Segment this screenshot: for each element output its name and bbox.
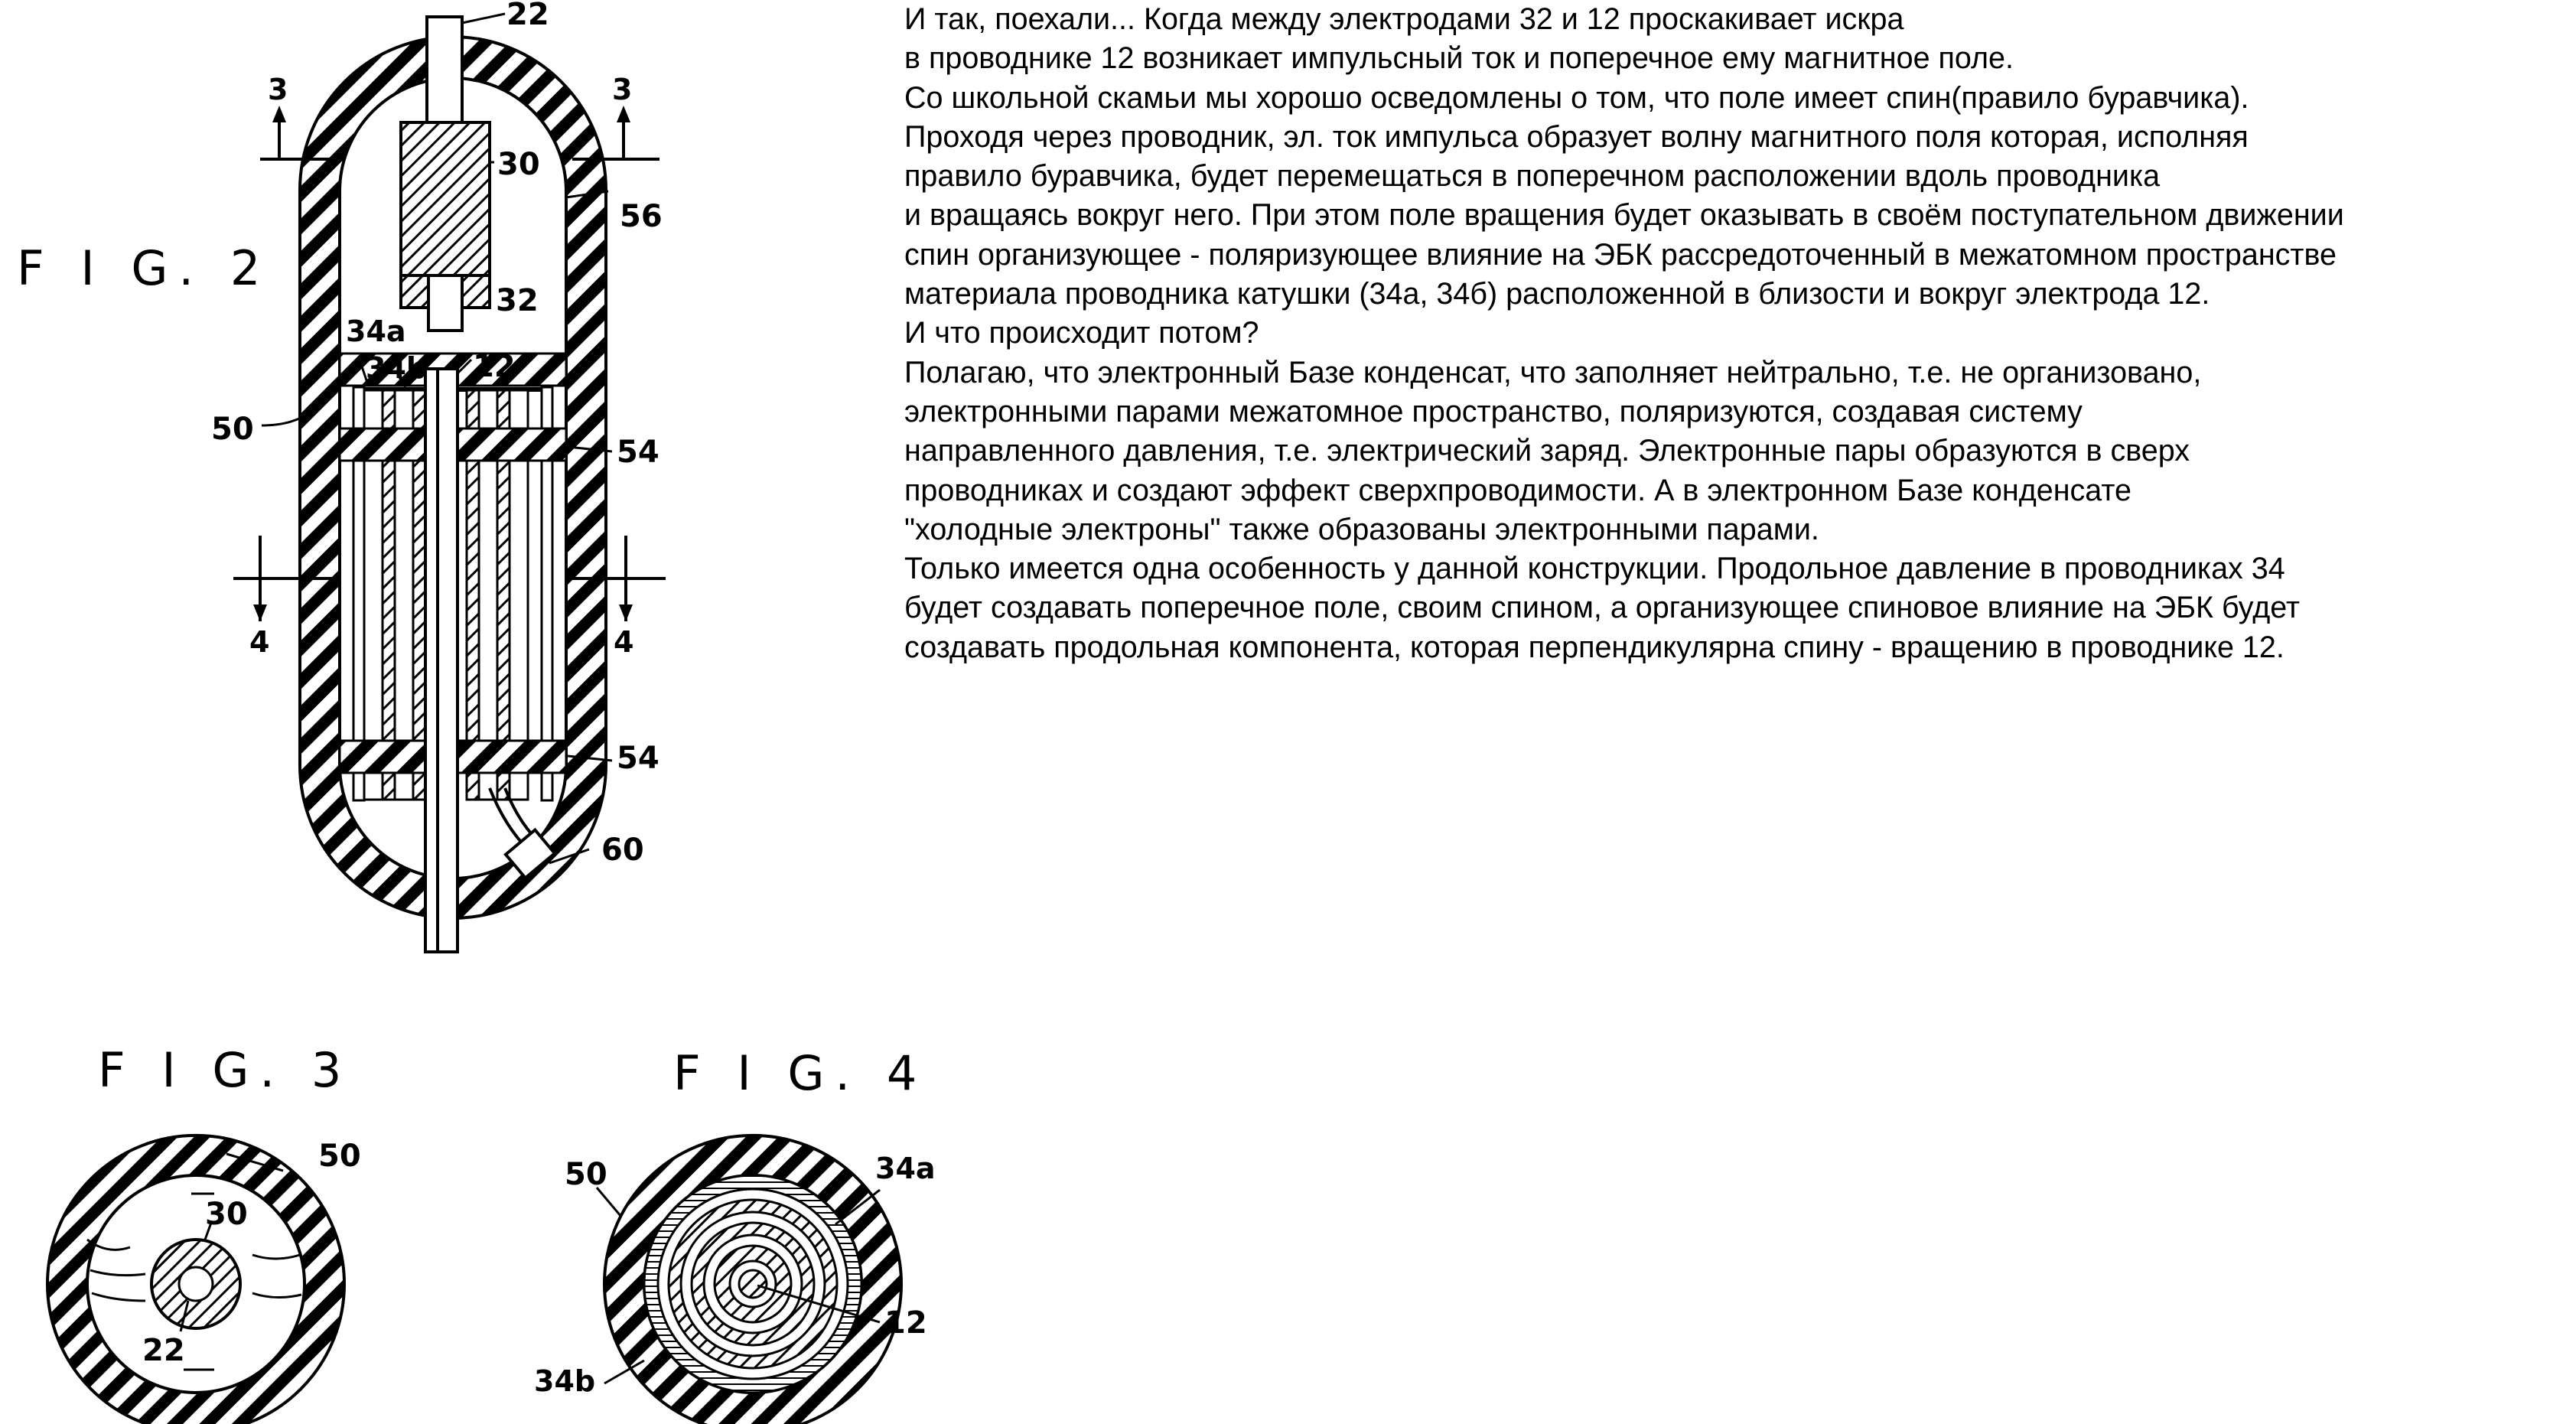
block-30 <box>401 122 490 275</box>
fig2-label-54-bottom: 54 <box>617 741 659 776</box>
fig2-label-54-top: 54 <box>617 435 659 470</box>
text-line: электронными парами межатомное пространство, поляризуются, создавая систему <box>904 394 2083 429</box>
text-line: будет создавать поперечное поле, своим спином, а организующее спиновое влияние на ЭБК будет <box>904 591 2301 625</box>
electrode-12 <box>425 369 458 952</box>
fig3-label-22: 22 <box>142 1333 185 1368</box>
fig3-label-50: 50 <box>318 1139 361 1174</box>
text-line: Проходя через проводник, эл. ток импульса образует волну магнитного поля которая, исполняя <box>904 119 2249 154</box>
fig2-label-60: 60 <box>601 833 644 868</box>
text-line: проводниках и создают эффект сверхпроводимости. А в электронном Базе конденсате <box>904 473 2131 507</box>
fig4-label-50: 50 <box>565 1157 607 1192</box>
text-line: правило буравчика, будет перемещаться в поперечном расположении вдоль проводника <box>904 159 2161 194</box>
fig2-label-22: 22 <box>506 0 549 32</box>
fig2-label-3-left: 3 <box>268 73 288 106</box>
fig3-label-30: 30 <box>205 1197 248 1232</box>
fig3-drawing <box>47 1042 361 1424</box>
fig2-label-4-right: 4 <box>614 625 634 659</box>
text-line: "холодные электроны" также образованы электронными парами. <box>904 512 1819 546</box>
fig2-label-4-left: 4 <box>249 625 270 659</box>
patent-figures <box>0 0 936 1424</box>
fig2-label-50: 50 <box>211 412 254 447</box>
fig3-title: F I G. 3 <box>98 1042 353 1098</box>
text-line: в проводнике 12 возникает импульсный ток и поперечное ему магнитное поле. <box>904 41 2014 76</box>
explanation-text <box>904 0 2572 667</box>
fig2-label-34b: 34b <box>366 351 428 385</box>
fig2-title: F I G. 2 <box>17 240 272 296</box>
fig2-label-3-right: 3 <box>612 73 633 106</box>
fig4-drawing <box>534 1045 936 1424</box>
fig2-drawing <box>17 0 666 952</box>
text-line: направленного давления, т.е. электрический заряд. Электронные пары образуются в сверх <box>904 434 2190 468</box>
electrode-32 <box>428 275 462 331</box>
text-line: и вращаясь вокруг него. При этом поле вращения будет оказывать в своём поступательном движении <box>904 198 2344 233</box>
fig2-label-12: 12 <box>473 349 516 384</box>
fig2-label-34a: 34a <box>346 314 406 348</box>
text-line: И так, поехали... Когда между электродами 32 и 12 проскакивает искра <box>904 2 1904 36</box>
text-line: материала проводника катушки (34а, 34б) расположенной в близости и вокруг электрода 12. <box>904 277 2210 311</box>
fig4-label-34b: 34b <box>534 1364 596 1398</box>
text-line: Со школьной скамьи мы хорошо осведомлены о том, что поле имеет спин(правило буравчика). <box>904 80 2249 115</box>
text-line: Только имеется одна особенность у данной конструкции. Продольное давление в проводниках 34 <box>904 552 2285 586</box>
fig2-label-32: 32 <box>496 283 539 318</box>
text-line: Полагаю, что электронный Базе конденсат, что заполняет нейтрально, т.е. не организовано, <box>904 355 2202 389</box>
text-line: И что происходит потом? <box>904 316 1259 350</box>
fig4-label-12: 12 <box>884 1305 927 1341</box>
fig4-core-12 <box>739 1270 767 1298</box>
fig2-label-30: 30 <box>497 147 540 182</box>
text-line: спин организующее - поляризующее влияние на ЭБК рассредоточенный в межатомном пространстве <box>904 237 2337 272</box>
fig2-label-56: 56 <box>620 199 663 234</box>
fig4-title: F I G. 4 <box>673 1045 928 1101</box>
fig4-label-34a: 34a <box>875 1152 936 1185</box>
text-line: создавать продольная компонента, которая перпендикулярна спину - вращению в проводнике 12. <box>904 630 2285 664</box>
